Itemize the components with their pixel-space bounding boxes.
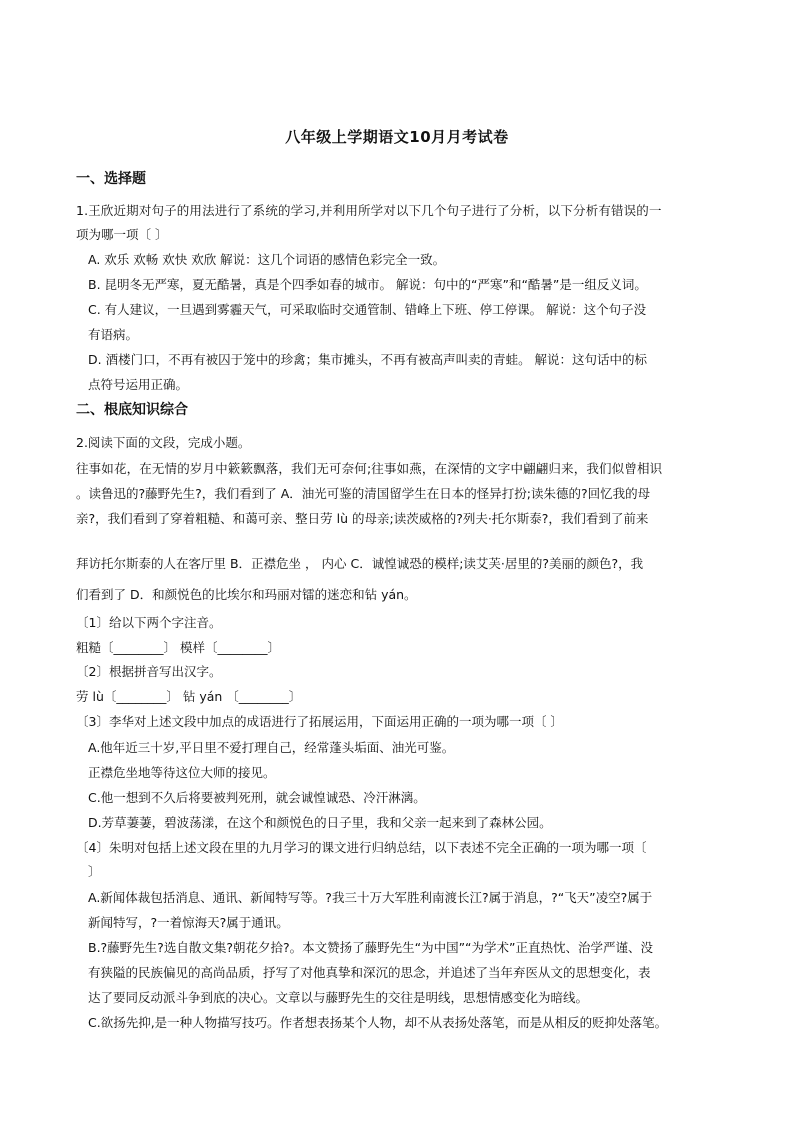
q2-sub-3-option-c: C.他一想到不久后将要被判死刑，就会诚惶诚恐、冷汗淋漓。 — [88, 790, 426, 805]
q2-intro: 2.阅读下面的文段，完成小题。 — [76, 435, 251, 450]
q2-sub-3-option-b: 正襟危坐地等待这位大师的接见。 — [88, 765, 276, 780]
q2-sub-4-option-b-line-3: 达了要同反动派斗争到底的决心。文章以与藤野先生的交往是明线，思想情感变化为暗线。 — [88, 990, 589, 1005]
q2-sub-3-option-d: D.芳草萋萋，碧波荡漾，在这个和颜悦色的日子里，我和父亲一起来到了森林公园。 — [88, 815, 552, 830]
q2-sub-4-option-a-line-2: 新闻特写，?一着惊海天?属于通讯。 — [88, 915, 289, 930]
q2-sub-3-option-a: A.他年近三十岁,平日里不爱打理自己，经常蓬头垢面、油光可鉴。 — [88, 740, 455, 755]
q1-option-d-line-2: 点符号运用正确。 — [88, 377, 189, 392]
q1-option-c-line-2: 有语病。 — [88, 327, 139, 342]
q2-sub-4-option-a-line-1: A.新闻体裁包括消息、通讯、新闻特写等。?我三十万大军胜利南渡长江?属于消息，?“飞天”凌空?属于 — [88, 890, 653, 905]
q2-sub-1: 〔1〕给以下两个字注音。 — [76, 615, 222, 630]
section-heading-choice: 一、选择题 — [76, 171, 146, 187]
q1-option-c-line-1: C. 有人建议，一旦遇到雾霾天气，可采取临时交通管制、错峰上下班、停工停课。 解说：这个句子没 — [88, 302, 647, 317]
q2-sub-4-option-c-line-1: C.欲扬先抑,是一种人物描写技巧。作者想表扬某个人物，却不从表扬处落笔，而是从相反的贬抑处落笔。 — [88, 1015, 668, 1030]
q2-sub-3: 〔3〕李华对上述文段中加点的成语进行了拓展运用，下面运用正确的一项为哪一项〔 〕 — [76, 714, 563, 729]
q2-sub-2: 〔2〕根据拼音写出汉字。 — [76, 664, 222, 679]
q2-sub-1-answer-line: 粗糙〔________〕 模样〔________〕 — [76, 640, 280, 655]
section-heading-knowledge: 二、根底知识综合 — [76, 402, 188, 418]
page-title: 八年级上学期语文10月月考试卷 — [285, 128, 509, 146]
q1-option-d-line-1: D. 酒楼门口，不再有被囚于笼中的珍禽；集市摊头，不再有被高声叫卖的青蛙。 解说：这句话中的标 — [88, 352, 648, 367]
q1-stem-line-1: 1.王欣近期对句子的用法进行了系统的学习,并利用所学对以下几个句子进行了分析，以下分析有错误的一 — [76, 203, 662, 218]
q2-passage-line-2: 。读鲁迅的?藤野先生?，我们看到了 A．油光可鉴的清国留学生在日本的怪异打扮;读朱德的?回忆我的母 — [76, 486, 651, 501]
q2-sub-4-line-2: 〕 — [88, 864, 101, 879]
q2-sub-4-line-1: 〔4〕朱明对包括上述文段在里的九月学习的课文进行归纳总结，以下表述不完全正确的一项为哪一项〔 — [76, 840, 647, 855]
q2-sub-4-option-b-line-2: 有狭隘的民族偏见的高尚品质，抒写了对他真挚和深沉的思念，并追述了当年弃医从文的思想变化，表 — [88, 965, 651, 980]
q2-passage-line-4: 拜访托尔斯泰的人在客厅里 B．正襟危坐 ， 内心 C．诚惶诚恐的模样;读艾芙·居里的?美丽的颜色?，我 — [76, 556, 644, 571]
q2-passage-line-1: 往事如花，在无情的岁月中簌簌飘落，我们无可奈何;往事如燕，在深情的文字中翩翩归来，我们似曾相识 — [76, 461, 663, 476]
q2-passage-line-3: 亲?，我们看到了穿着粗糙、和蔼可亲、整日劳 lù 的母亲;读茨威格的?列夫·托尔斯泰?，我们看到了前来 — [76, 511, 649, 526]
q2-passage-line-5: 们看到了 D．和颜悦色的比埃尔和玛丽对镭的迷恋和钻 yán。 — [76, 587, 417, 602]
q1-option-b: B. 昆明冬无严寒，夏无酷暑，真是个四季如春的城市。 解说：句中的“严寒”和“酷暑”是一组反义词。 — [88, 277, 647, 292]
q2-sub-4-option-b-line-1: B.?藤野先生?选自散文集?朝花夕拾?。本文赞扬了藤野先生“为中国”“为学术”正直热忱、治学严谨、没 — [88, 940, 653, 955]
q1-stem-line-2: 项为哪一项〔 〕 — [76, 227, 168, 242]
q2-sub-2-answer-line: 劳 lù〔________〕 钻 yán 〔________〕 — [76, 689, 302, 704]
q1-option-a: A. 欢乐 欢畅 欢快 欢欣 解说：这几个词语的感情色彩完全一致。 — [88, 252, 446, 267]
